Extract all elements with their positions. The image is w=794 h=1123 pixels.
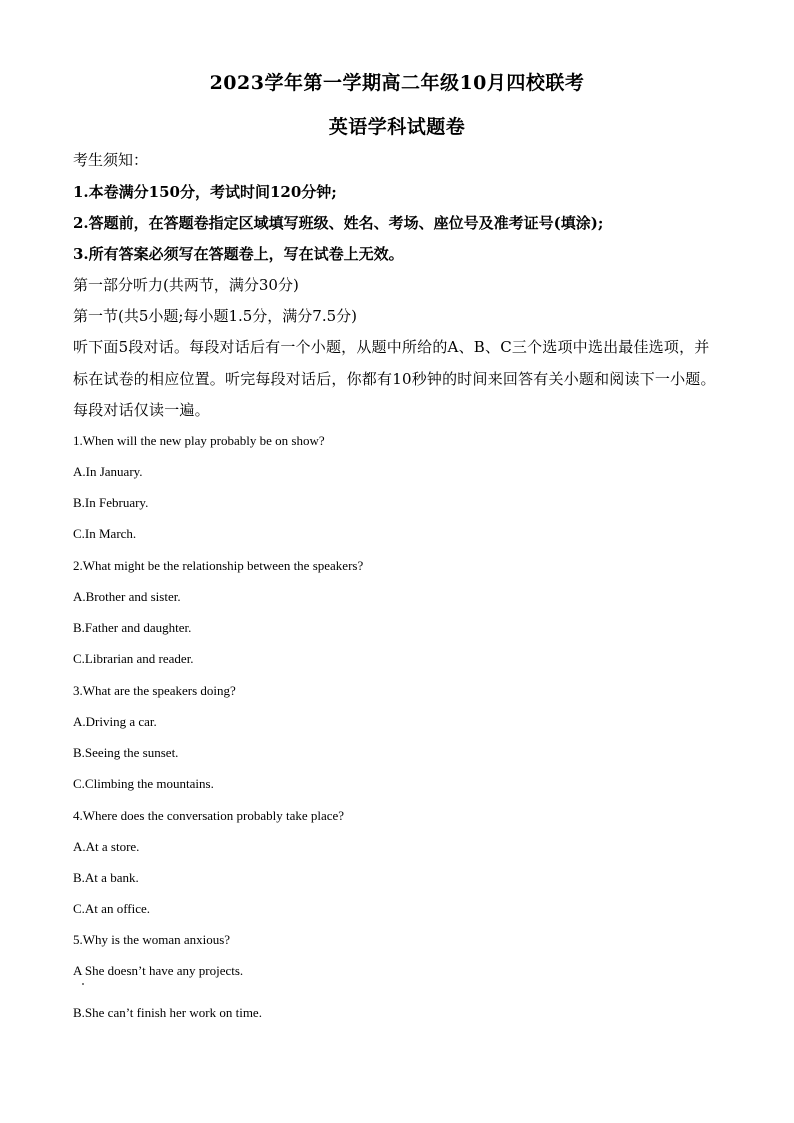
- notice-item-1: 1.本卷满分150分，考试时间120分钟;: [73, 183, 337, 201]
- stray-mark: [82, 983, 84, 985]
- question-2-option-a: A.Brother and sister.: [73, 589, 181, 604]
- question-5-option-b: B.She can’t finish her work on time.: [73, 1005, 262, 1020]
- question-1-option-a: A.In January.: [73, 464, 143, 479]
- question-3-stem: 3.What are the speakers doing?: [73, 683, 236, 698]
- question-3-option-b: B.Seeing the sunset.: [73, 745, 179, 760]
- notice-item-3: 3.所有答案必须写在答题卷上，写在试卷上无效。: [73, 245, 404, 263]
- exam-subtitle: 英语学科试题卷: [328, 116, 466, 138]
- question-2-stem: 2.What might be the relationship between the speakers?: [73, 558, 364, 573]
- question-1-option-b: B.In February.: [73, 495, 149, 510]
- notice-heading: 考生须知：: [73, 151, 149, 169]
- question-2-option-b: B.Father and daughter.: [73, 620, 192, 635]
- question-4-option-b: B.At a bank.: [73, 870, 139, 885]
- part1-heading: 第一部分听力(共两节，满分30分): [73, 276, 299, 294]
- question-1-option-c: C.In March.: [73, 526, 137, 541]
- question-5-option-a: A She doesn’t have any projects.: [73, 963, 244, 978]
- notice-item-2: 2.答题前，在答题卷指定区域填写班级、姓名、考场、座位号及准考证号(填涂);: [73, 214, 604, 232]
- question-4-option-a: A.At a store.: [73, 839, 140, 854]
- section1-heading: 第一节(共5小题;每小题1.5分，满分7.5分): [73, 307, 358, 325]
- question-4-stem: 4.Where does the conversation probably take place?: [73, 808, 345, 823]
- question-5-stem: 5.Why is the woman anxious?: [73, 932, 231, 947]
- question-3-option-a: A.Driving a car.: [73, 714, 157, 729]
- listening-instructions: 听下面5段对话。每段对话后有一个小题，从题中所给的A、B、C三个选项中选出最佳选项，并标在试卷的相应位置。听完每段对话后，你都有10秒钟的时间来回答有关小题和阅读下一小题。每段对话仅读一遍。: [73, 338, 716, 419]
- exam-title: 2023学年第一学期高二年级10月四校联考: [209, 72, 585, 94]
- question-4-option-c: C.At an office.: [73, 901, 151, 916]
- question-1-stem: 1.When will the new play probably be on show?: [73, 433, 325, 448]
- question-2-option-c: C.Librarian and reader.: [73, 651, 194, 666]
- question-3-option-c: C.Climbing the mountains.: [73, 776, 214, 791]
